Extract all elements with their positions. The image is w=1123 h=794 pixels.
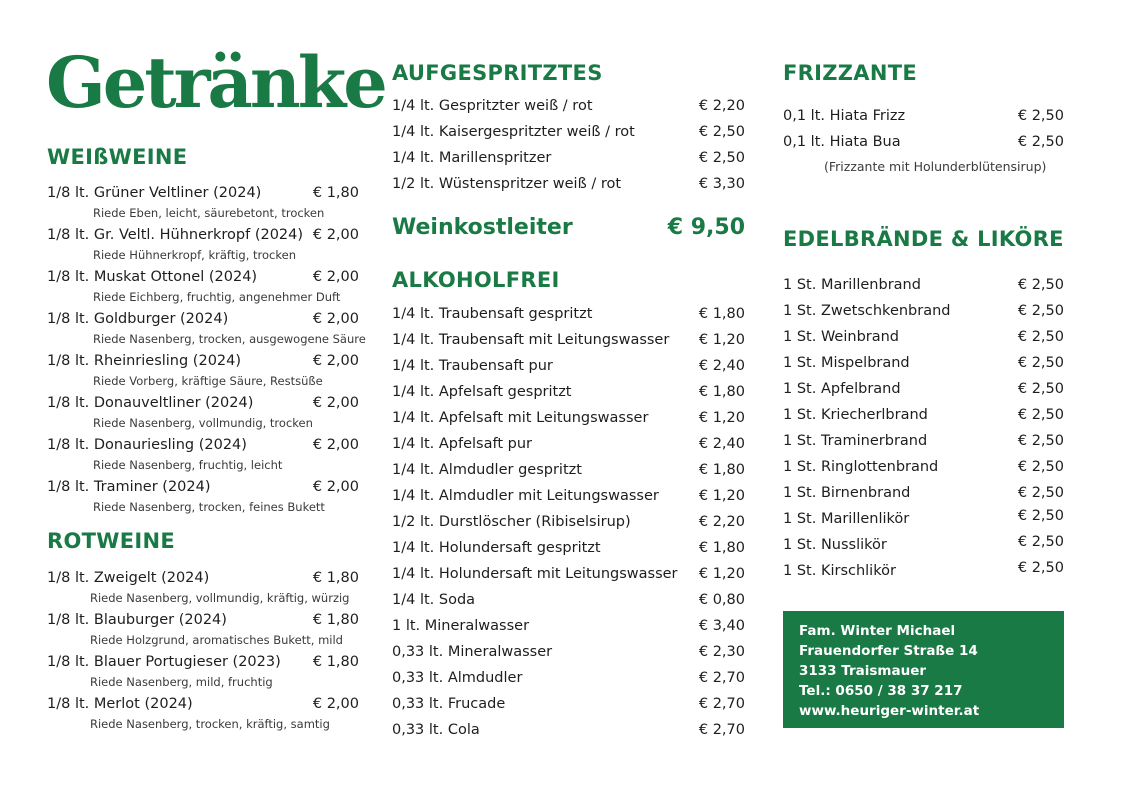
item-price: € 1,80 bbox=[698, 540, 745, 556]
item-name: 1/8 lt. Zweigelt (2024) bbox=[47, 570, 210, 586]
item-name: 1/8 lt. Gr. Veltl. Hühnerkropf (2024) bbox=[47, 227, 304, 243]
item-description: Riede Hühnerkropf, kräftig, trocken bbox=[93, 248, 296, 262]
item-name: 1 St. Kriecherlbrand bbox=[783, 407, 928, 423]
item-description: Riede Nasenberg, trocken, feines Bukett bbox=[93, 500, 325, 514]
item-description: Riede Nasenberg, fruchtig, leicht bbox=[93, 458, 283, 472]
contact-website: www.heuriger-winter.at bbox=[799, 703, 980, 719]
item-description: Riede Vorberg, kräftige Säure, Restsüße bbox=[93, 374, 323, 388]
item-description: Riede Nasenberg, vollmundig, kräftig, würzig bbox=[90, 591, 350, 605]
item-price: € 2,70 bbox=[698, 670, 745, 686]
item-name: 1/4 lt. Apfelsaft pur bbox=[392, 436, 532, 452]
item-name: 1/4 lt. Traubensaft pur bbox=[392, 358, 553, 374]
item-name: 1/4 lt. Marillenspritzer bbox=[392, 150, 552, 166]
item-name: 1/4 lt. Traubensaft gespritzt bbox=[392, 306, 593, 322]
item-price: € 2,00 bbox=[312, 269, 359, 285]
item-name: 1 St. Kirschlikör bbox=[783, 563, 896, 579]
item-price: € 2,50 bbox=[1017, 277, 1064, 293]
item-price: € 3,30 bbox=[698, 176, 745, 192]
item-price: € 2,70 bbox=[698, 722, 745, 738]
item-price: € 2,50 bbox=[1017, 459, 1064, 475]
item-name: 1 St. Nusslikör bbox=[783, 537, 887, 553]
item-price: € 1,80 bbox=[698, 462, 745, 478]
item-price: € 2,50 bbox=[1017, 485, 1064, 501]
item-price: € 2,30 bbox=[698, 644, 745, 660]
item-name: 1 St. Zwetschkenbrand bbox=[783, 303, 951, 319]
item-name: 0,33 lt. Mineralwasser bbox=[392, 644, 553, 660]
item-name: 1 St. Apfelbrand bbox=[783, 381, 901, 397]
section-heading-weissweine: WEIßWEINE bbox=[47, 145, 188, 169]
item-price: € 1,80 bbox=[698, 306, 745, 322]
item-name: 1/2 lt. Durstlöscher (Ribiselsirup) bbox=[392, 514, 631, 530]
item-name: 1 St. Marillenlikör bbox=[783, 511, 910, 527]
item-name: 1 St. Ringlottenbrand bbox=[783, 459, 939, 475]
section-heading-aufgespritztes: AUFGESPRITZTES bbox=[392, 61, 603, 85]
item-name: 1/4 lt. Soda bbox=[392, 592, 476, 608]
section-heading-rotweine: ROTWEINE bbox=[47, 529, 175, 553]
item-name: 1/8 lt. Rheinriesling (2024) bbox=[47, 353, 242, 369]
item-name: 0,1 lt. Hiata Bua bbox=[783, 134, 901, 150]
item-price: € 1,80 bbox=[312, 570, 359, 586]
item-name: 1/8 lt. Blauburger (2024) bbox=[47, 612, 227, 628]
contact-box bbox=[783, 611, 1064, 728]
item-name: 1/4 lt. Almdudler mit Leitungswasser bbox=[392, 488, 659, 504]
item-price: € 1,80 bbox=[312, 612, 359, 628]
item-name: 1/8 lt. Goldburger (2024) bbox=[47, 311, 229, 327]
item-price: € 1,20 bbox=[698, 332, 745, 348]
item-name: 1/4 lt. Apfelsaft mit Leitungswasser bbox=[392, 410, 649, 426]
item-name: 0,33 lt. Cola bbox=[392, 722, 480, 738]
item-price: € 2,50 bbox=[698, 124, 745, 140]
item-price: € 2,00 bbox=[312, 311, 359, 327]
item-price: € 2,50 bbox=[1017, 381, 1064, 397]
item-price: € 2,50 bbox=[1017, 433, 1064, 449]
item-price: € 1,80 bbox=[312, 654, 359, 670]
item-name: 1/8 lt. Donauriesling (2024) bbox=[47, 437, 247, 453]
item-name: 1/2 lt. Wüstenspritzer weiß / rot bbox=[392, 176, 622, 192]
item-description: Riede Nasenberg, trocken, ausgewogene Säure bbox=[93, 332, 366, 346]
item-description: Riede Holzgrund, aromatisches Bukett, mild bbox=[90, 633, 343, 647]
item-price: € 2,40 bbox=[698, 436, 745, 452]
page-title: Getränke bbox=[46, 41, 385, 124]
item-name: 1/8 lt. Blauer Portugieser (2023) bbox=[47, 654, 281, 670]
item-name: 0,33 lt. Almdudler bbox=[392, 670, 523, 686]
item-name: 1 St. Marillenbrand bbox=[783, 277, 921, 293]
item-description: Riede Nasenberg, vollmundig, trocken bbox=[93, 416, 313, 430]
contact-phone: Tel.: 0650 / 38 37 217 bbox=[799, 683, 963, 699]
item-price: € 2,50 bbox=[698, 150, 745, 166]
item-price: € 2,50 bbox=[1017, 108, 1064, 124]
item-price: € 2,50 bbox=[1017, 560, 1064, 576]
item-name: 1/8 lt. Muskat Ottonel (2024) bbox=[47, 269, 258, 285]
section-heading-alkoholfrei: ALKOHOLFREI bbox=[392, 268, 560, 292]
item-price: € 2,50 bbox=[1017, 407, 1064, 423]
item-name: 1/4 lt. Almdudler gespritzt bbox=[392, 462, 582, 478]
item-description: Riede Nasenberg, mild, fruchtig bbox=[90, 675, 273, 689]
item-price: € 2,50 bbox=[1017, 303, 1064, 319]
item-price: € 1,20 bbox=[698, 488, 745, 504]
item-name: 1/8 lt. Merlot (2024) bbox=[47, 696, 193, 712]
item-name: 1 St. Traminerbrand bbox=[783, 433, 928, 449]
item-description: Riede Nasenberg, trocken, kräftig, samtig bbox=[90, 717, 330, 731]
contact-city: 3133 Traismauer bbox=[799, 663, 927, 679]
item-price: € 2,00 bbox=[312, 696, 359, 712]
item-price: € 0,80 bbox=[698, 592, 745, 608]
item-price: € 2,00 bbox=[312, 395, 359, 411]
item-name: 1 St. Mispelbrand bbox=[783, 355, 910, 371]
item-name: 1 St. Weinbrand bbox=[783, 329, 900, 345]
section-heading-edelbraende: EDELBRÄNDE & LIKÖRE bbox=[783, 227, 1064, 251]
item-name: 0,1 lt. Hiata Frizz bbox=[783, 108, 906, 124]
item-price: € 1,80 bbox=[698, 384, 745, 400]
contact-street: Frauendorfer Straße 14 bbox=[799, 643, 978, 659]
item-name: 1/4 lt. Kaisergespritzter weiß / rot bbox=[392, 124, 635, 140]
item-price: € 2,20 bbox=[698, 514, 745, 530]
item-name: 1/4 lt. Apfelsaft gespritzt bbox=[392, 384, 572, 400]
item-price: € 2,00 bbox=[312, 479, 359, 495]
weinkostleiter-label: Weinkostleiter bbox=[392, 215, 573, 240]
item-description: Riede Eben, leicht, säurebetont, trocken bbox=[93, 206, 325, 220]
item-price: € 2,40 bbox=[698, 358, 745, 374]
item-name: 1/4 lt. Gespritzter weiß / rot bbox=[392, 98, 593, 114]
item-price: € 2,50 bbox=[1017, 355, 1064, 371]
item-price: € 3,40 bbox=[698, 618, 745, 634]
item-price: € 2,50 bbox=[1017, 508, 1064, 524]
item-price: € 2,00 bbox=[312, 437, 359, 453]
item-price: € 1,20 bbox=[698, 566, 745, 582]
item-name: 1 lt. Mineralwasser bbox=[392, 618, 530, 634]
item-price: € 2,00 bbox=[312, 353, 359, 369]
weinkostleiter-price: € 9,50 bbox=[667, 215, 745, 240]
section-heading-frizzante: FRIZZANTE bbox=[783, 61, 917, 85]
item-name: 1/4 lt. Holundersaft mit Leitungswasser bbox=[392, 566, 678, 582]
item-price: € 2,50 bbox=[1017, 134, 1064, 150]
item-name: 1/8 lt. Grüner Veltliner (2024) bbox=[47, 185, 262, 201]
item-name: 0,33 lt. Frucade bbox=[392, 696, 506, 712]
item-name: 1 St. Birnenbrand bbox=[783, 485, 911, 501]
item-price: € 2,20 bbox=[698, 98, 745, 114]
item-price: € 2,00 bbox=[312, 227, 359, 243]
item-description: Riede Eichberg, fruchtig, angenehmer Duft bbox=[93, 290, 341, 304]
item-name: 1/8 lt. Donauveltliner (2024) bbox=[47, 395, 254, 411]
item-name: 1/8 lt. Traminer (2024) bbox=[47, 479, 211, 495]
item-name: 1/4 lt. Traubensaft mit Leitungswasser bbox=[392, 332, 670, 348]
item-price: € 1,20 bbox=[698, 410, 745, 426]
item-name: 1/4 lt. Holundersaft gespritzt bbox=[392, 540, 601, 556]
item-price: € 1,80 bbox=[312, 185, 359, 201]
item-price: € 2,70 bbox=[698, 696, 745, 712]
contact-name: Fam. Winter Michael bbox=[799, 623, 956, 639]
item-price: € 2,50 bbox=[1017, 534, 1064, 550]
frizzante-note: (Frizzante mit Holunderblütensirup) bbox=[824, 159, 1047, 174]
item-price: € 2,50 bbox=[1017, 329, 1064, 345]
